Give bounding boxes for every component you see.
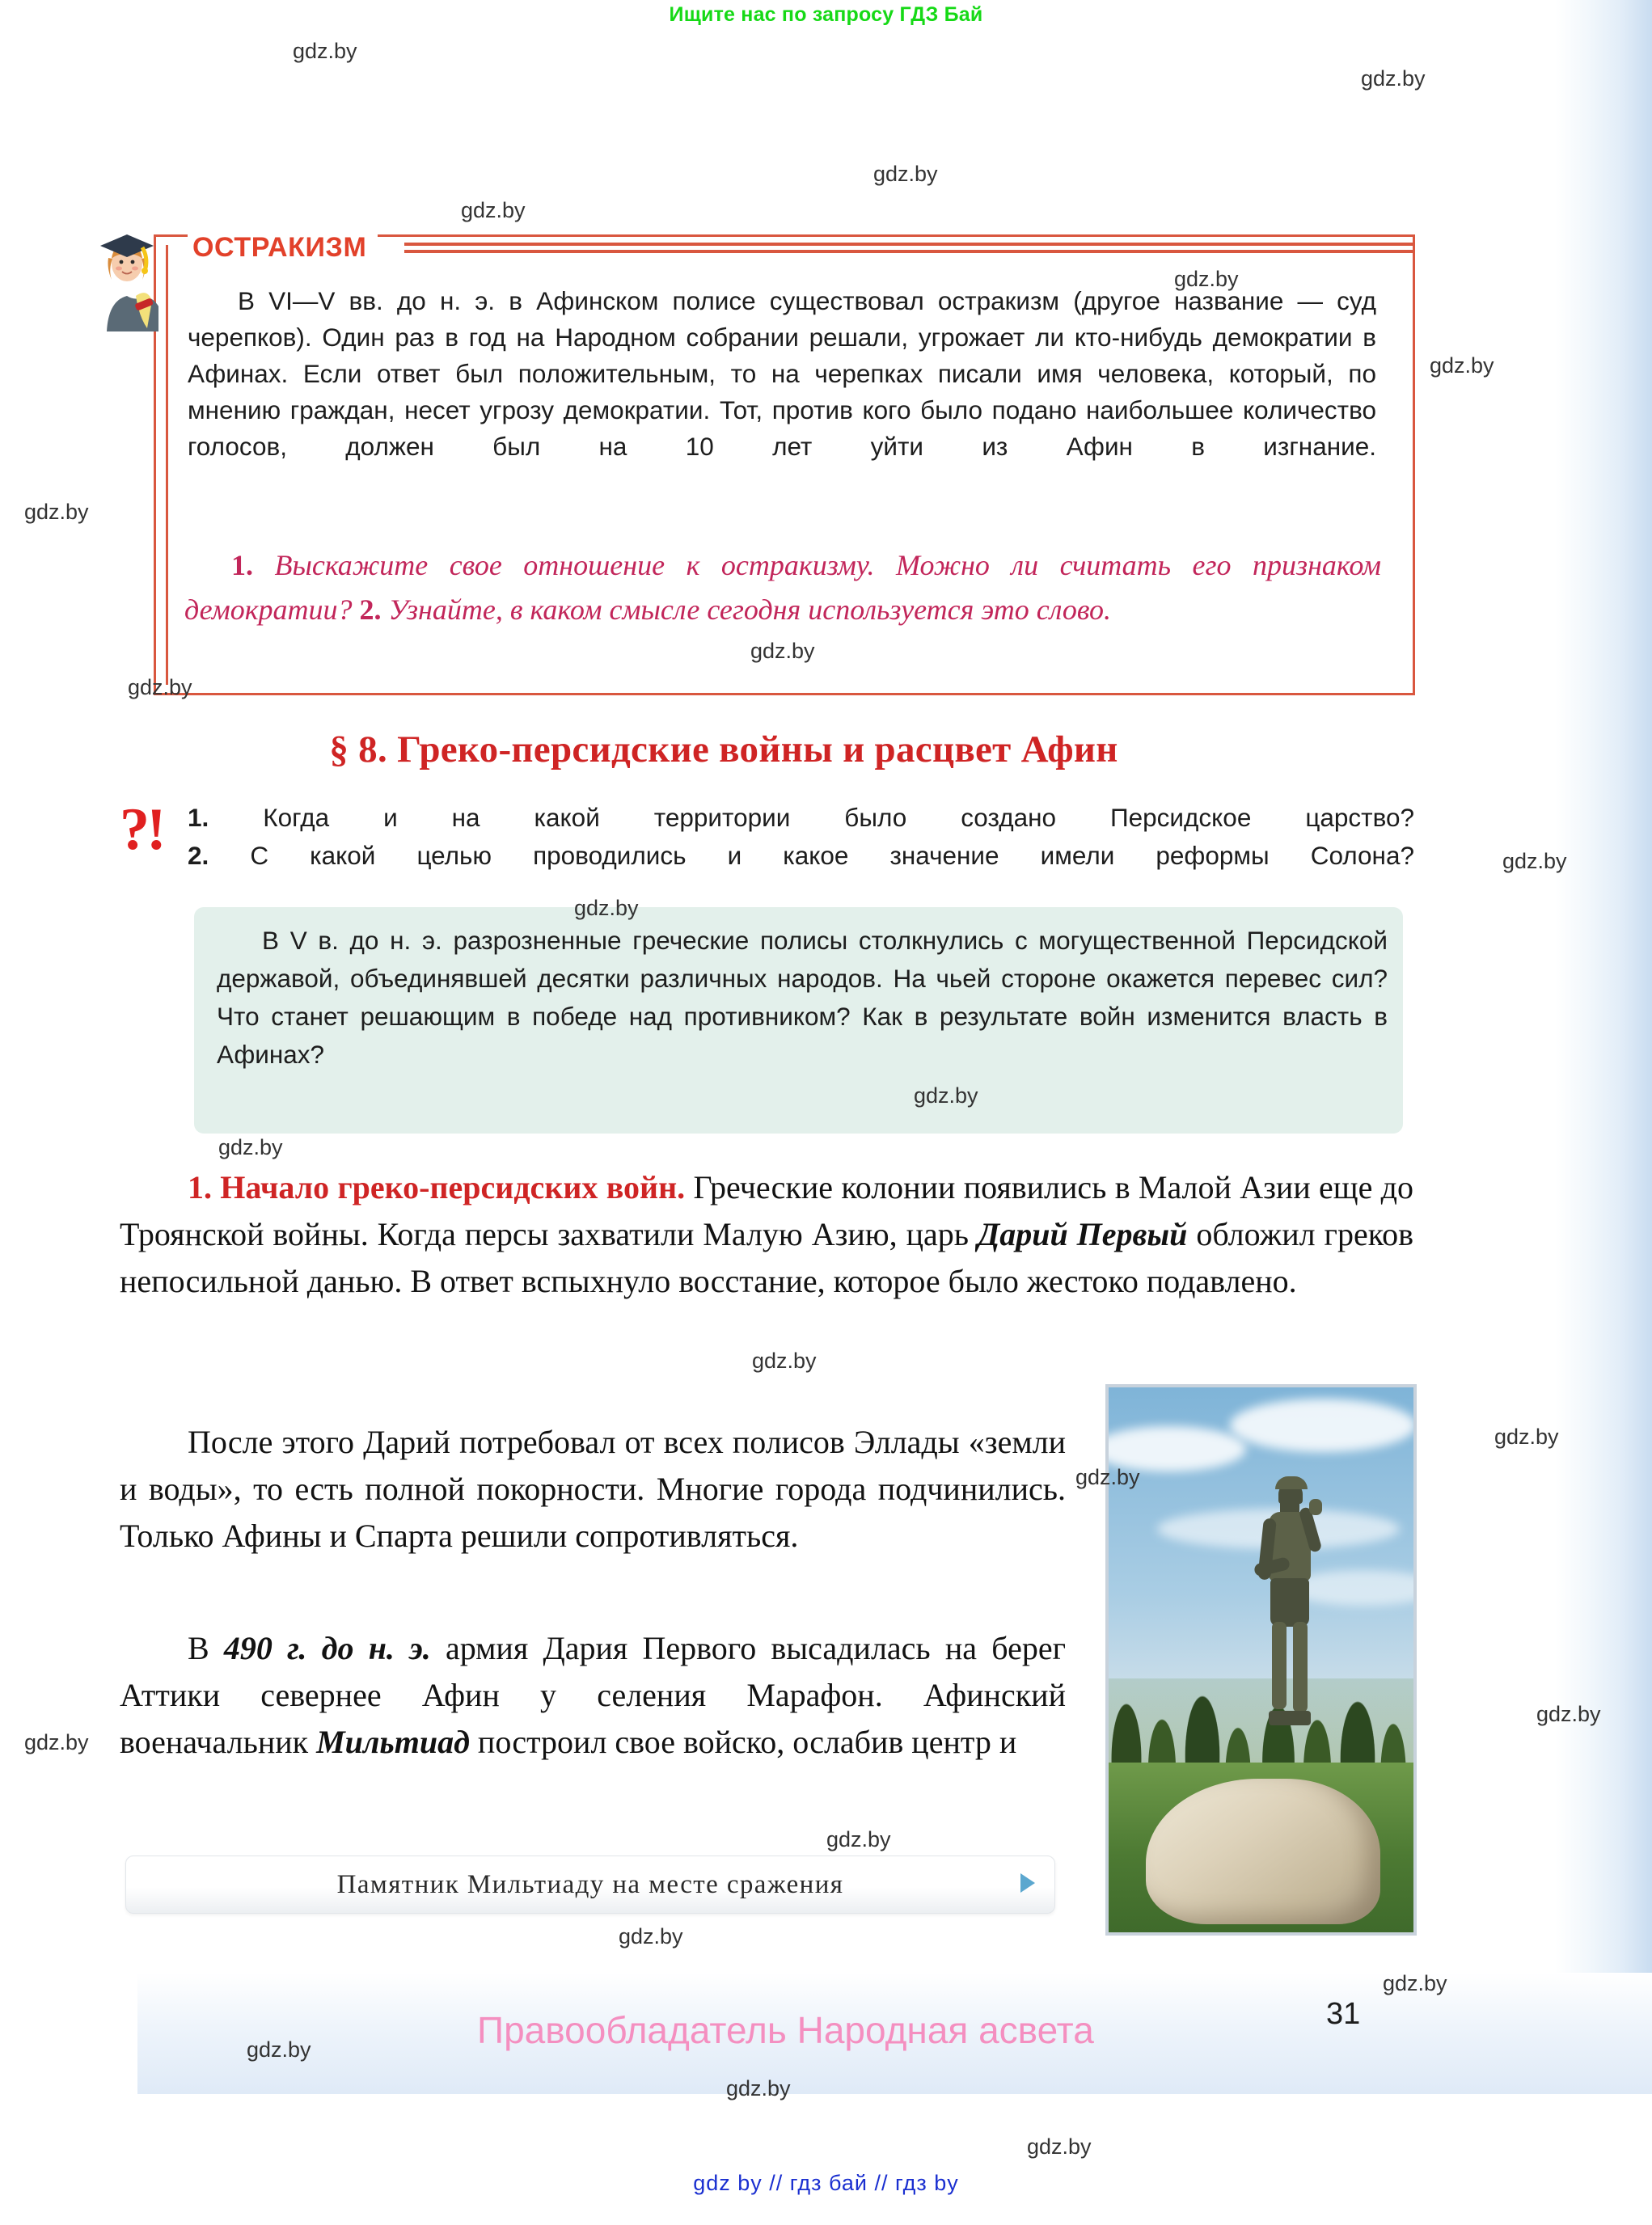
gdz-watermark: gdz.by <box>1502 849 1567 873</box>
body-paragraph-2 <box>120 1419 1066 1560</box>
gdz-watermark: gdz.by <box>1494 1425 1559 1449</box>
paragraph-3-part-1: В <box>188 1630 224 1666</box>
gdz-watermark: gdz.by <box>619 1924 683 1948</box>
list-item <box>188 799 1414 837</box>
list-item <box>188 837 1414 875</box>
gdz-watermark: gdz.by <box>1361 66 1426 91</box>
question-2-number: 2. <box>188 841 209 870</box>
subsection-heading: 1. Начало греко-персидских войн. <box>188 1169 686 1205</box>
gdz-watermark: gdz.by <box>461 198 526 222</box>
graduate-student-icon <box>95 226 158 331</box>
intro-callout-text: В V в. до н. э. разрозненные греческие полисы столкнулись с могущественной Персидской державой, объединявшей десятки различных народов. На чьей стороне окажется перевес сил? Что станет решающим в победе над противником? Как в результате войн изменится власть в Афинах? <box>217 926 1388 1069</box>
paragraph-3-date: 490 г. до н. э. <box>223 1630 431 1666</box>
gdz-watermark: gdz.by <box>826 1827 891 1851</box>
question-1-number: 1. <box>188 803 209 832</box>
gdz-watermark: gdz.by <box>1383 1971 1447 1995</box>
paragraph-2-text: После этого Дарий потребовал от всех полисов Эллады «земли и воды», то есть полной покорности. Многие города подчинились. Только Афины и Спарта решили сопротивляться. <box>120 1424 1066 1554</box>
gdz-watermark: gdz.by <box>24 500 89 524</box>
ostracism-question-1-number: 1. <box>231 549 253 581</box>
paragraph-1-emphasis: Дарий Первый <box>977 1216 1188 1252</box>
gdz-watermark: gdz.by <box>24 1730 89 1754</box>
gdz-watermark: gdz.by <box>726 2076 791 2100</box>
photo-bronze-statue <box>1251 1483 1329 1725</box>
question-1-text: Когда и на какой территории было создано Персидское царство? <box>263 803 1414 832</box>
page-number: 31 <box>1326 1997 1361 2031</box>
gdz-watermark: gdz.by <box>218 1135 283 1159</box>
section-title: § 8. Греко-персидские войны и расцвет Афин <box>329 728 1118 771</box>
gdz-watermark: gdz.by <box>293 39 357 63</box>
gdz-watermark: gdz.by <box>247 2037 311 2062</box>
ostracism-question-2-number: 2. <box>359 593 382 626</box>
ostracism-title-rule <box>404 243 1415 252</box>
photo-cloud <box>1230 1399 1416 1452</box>
miltiades-monument-photo <box>1105 1384 1417 1936</box>
ostracism-title: ОСТРАКИЗМ <box>188 232 378 264</box>
ostracism-questions <box>184 543 1381 632</box>
ostracism-question-2-text: Узнайте, в каком смысле сегодня используется это слово. <box>381 593 1112 626</box>
paragraph-3-part-2: армия Дария Первого высадилась на берег Аттики севернее Афин у селения Марафон. Афинский военачальник <box>120 1630 1067 1760</box>
site-promo-banner: Ищите нас по запросу ГДЗ Бай <box>669 3 983 26</box>
gdz-watermark: gdz.by <box>128 675 192 699</box>
photo-pedestal-rock <box>1146 1779 1380 1924</box>
footer-links: gdz by // гдз бай // гдз by <box>693 2171 959 2195</box>
question-2-text: С какой целью проводились и какое значение имели реформы Солона? <box>250 841 1414 870</box>
gdz-watermark: gdz.by <box>1027 2134 1092 2159</box>
right-edge-gradient <box>1555 0 1652 2094</box>
play-triangle-icon[interactable] <box>1020 1873 1035 1893</box>
gdz-watermark: gdz.by <box>914 1083 978 1108</box>
gdz-watermark: gdz.by <box>1536 1702 1601 1726</box>
publisher-watermark: Правообладатель Народная асвета <box>477 2009 1094 2051</box>
paragraph-3-name: Мильтиад <box>316 1724 470 1760</box>
gdz-watermark: gdz.by <box>752 1349 817 1373</box>
gdz-watermark: gdz.by <box>574 896 639 920</box>
paragraph-1-part-2: обложил греков непосильной данью. В ответ вспыхнуло восстание, которое было жестоко подавлено. <box>120 1216 1414 1299</box>
gdz-watermark: gdz.by <box>750 639 815 663</box>
question-exclamation-icon: ?! <box>120 796 163 863</box>
ostracism-body-text: В VI—V вв. до н. э. в Афинском полисе существовал остракизм (другое название — суд черепков). Один раз в год на Народном собрании решали, угрожает ли кто-нибудь демократии в Афинах. Если ответ был положительным, то на черепках писали имя человека, который, по мнению граждан, несет угрозу демократии. Тот, против кого было подано наибольшее количество голосов, должен был на 10 лет уйти из Афин в изгнание. <box>188 286 1376 461</box>
paragraph-1-part-1: Греческие колонии появились в Малой Азии еще до Троянской войны. Когда персы захватили Малую Азию, царь <box>120 1169 1414 1252</box>
gdz-watermark: gdz.by <box>1174 267 1239 291</box>
photo-caption-text: Памятник Мильтиаду на месте сражения <box>336 1869 844 1899</box>
body-paragraph-3 <box>120 1625 1066 1766</box>
paragraph-3-part-3: построил свое войско, ослабив центр и <box>469 1724 1017 1760</box>
ostracism-question-1-text: Выскажите свое отношение к остракизму. Можно ли считать его признаком демократии? <box>184 549 1381 626</box>
gdz-watermark: gdz.by <box>1075 1465 1140 1489</box>
gdz-watermark: gdz.by <box>873 162 938 186</box>
body-paragraph-1 <box>120 1164 1413 1305</box>
section-questions-list <box>188 799 1414 875</box>
gdz-watermark: gdz.by <box>1430 353 1494 378</box>
